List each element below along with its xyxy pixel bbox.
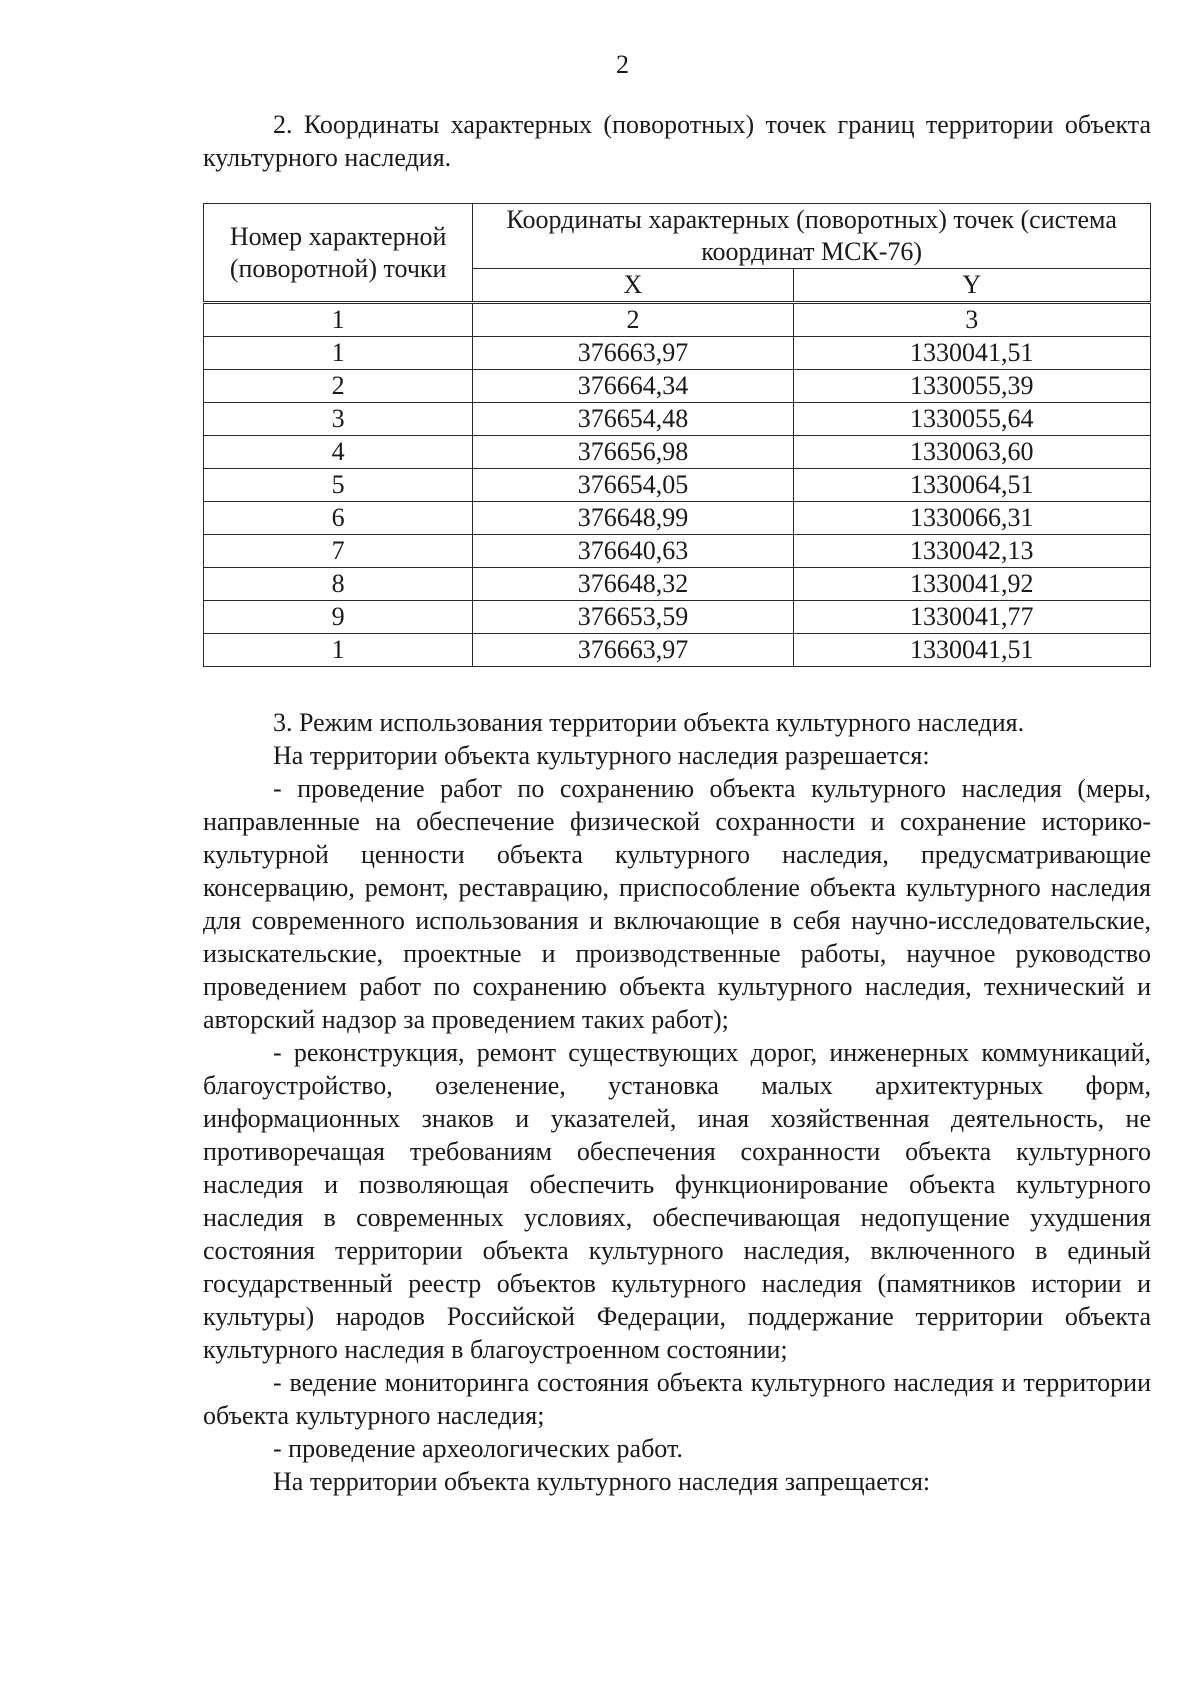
allowed-item-monitoring: - ведение мониторинга состояния объекта культурного наследия и территории объекта культурного наследия; [203,1368,1151,1430]
y-cell: 1330042,13 [793,535,1150,568]
table-row [204,436,1151,469]
table-row [204,337,1151,370]
table-row [204,535,1151,568]
index-cell: 3 [793,303,1150,337]
table-row [204,634,1151,667]
allowed-item-preservation: - проведение работ по сохранению объекта культурного наследия (меры, направленные на обеспечение физической сохранности и сохранение историко-культурной ценности объекта культурного наследия, предусматривающие консервацию, ремонт, реставрацию, приспособление объекта культурного наследия для современного использования и включающие в себя научно-исследовательские, изыскательские, проектные и производственные работы, научное руководство проведением работ по сохранению объекта культурного наследия, технический и авторский надзор за проведением таких работ); [203,774,1151,1034]
point-number-cell: 9 [204,601,473,634]
x-cell: 376664,34 [473,370,793,403]
section-3 [203,706,1151,1498]
point-number-cell: 6 [204,502,473,535]
x-cell: 376648,99 [473,502,793,535]
header-coordinates-group: Координаты характерных (поворотных) точек (система координат МСК-76) [473,204,1151,269]
point-number-cell: 8 [204,568,473,601]
y-cell: 1330041,51 [793,634,1150,667]
point-number-cell: 3 [204,403,473,436]
x-cell: 376648,32 [473,568,793,601]
index-cell: 1 [204,303,473,337]
header-point-number: Номер характерной (поворотной) точки [204,204,473,303]
allowed-item-archaeology: - проведение археологических работ. [273,1434,683,1463]
x-cell: 376663,97 [473,337,793,370]
y-cell: 1330041,51 [793,337,1150,370]
point-number-cell: 5 [204,469,473,502]
table-row [204,403,1151,436]
y-cell: 1330055,64 [793,403,1150,436]
table-row [204,601,1151,634]
x-cell: 376640,63 [473,535,793,568]
y-cell: 1330064,51 [793,469,1150,502]
point-number-cell: 2 [204,370,473,403]
table-row [204,502,1151,535]
table-index-row [204,303,1151,337]
prohibited-intro: На территории объекта культурного наследия запрещается: [273,1467,931,1496]
allowed-item-reconstruction: - реконструкция, ремонт существующих дорог, инженерных коммуникаций, благоустройство, озеленение, установка малых архитектурных форм, информационных знаков и указателей, иная хозяйственная деятельность, не противоречащая требованиям обеспечения сохранности объекта культурного наследия и позволяющая обеспечить функционирование объекта культурного наследия в современных условиях, обеспечивающая недопущение ухудшения состояния территории объекта культурного наследия, включенного в единый государственный реестр объектов культурного наследия (памятников истории и культуры) народов Российской Федерации, поддержание территории объекта культурного наследия в благоустроенном состоянии; [203,1038,1151,1364]
coordinates-table [203,203,1151,667]
allowed-intro: На территории объекта культурного наследия разрешается: [273,741,930,770]
table-row [204,370,1151,403]
index-cell: 2 [473,303,793,337]
section-3-heading: 3. Режим использования территории объекта культурного наследия. [273,708,1025,737]
table-row [204,568,1151,601]
x-cell: 376656,98 [473,436,793,469]
y-cell: 1330066,31 [793,502,1150,535]
y-cell: 1330041,92 [793,568,1150,601]
x-cell: 376654,05 [473,469,793,502]
x-cell: 376663,97 [473,634,793,667]
x-cell: 376653,59 [473,601,793,634]
header-x: X [473,269,793,303]
y-cell: 1330063,60 [793,436,1150,469]
table-row [204,469,1151,502]
section-2-heading: 2. Координаты характерных (поворотных) точек границ территории объекта культурного наследия. [203,110,1151,172]
point-number-cell: 7 [204,535,473,568]
point-number-cell: 1 [204,337,473,370]
page-number: 2 [616,50,629,79]
y-cell: 1330055,39 [793,370,1150,403]
y-cell: 1330041,77 [793,601,1150,634]
x-cell: 376654,48 [473,403,793,436]
point-number-cell: 4 [204,436,473,469]
header-y: Y [793,269,1150,303]
point-number-cell: 1 [204,634,473,667]
